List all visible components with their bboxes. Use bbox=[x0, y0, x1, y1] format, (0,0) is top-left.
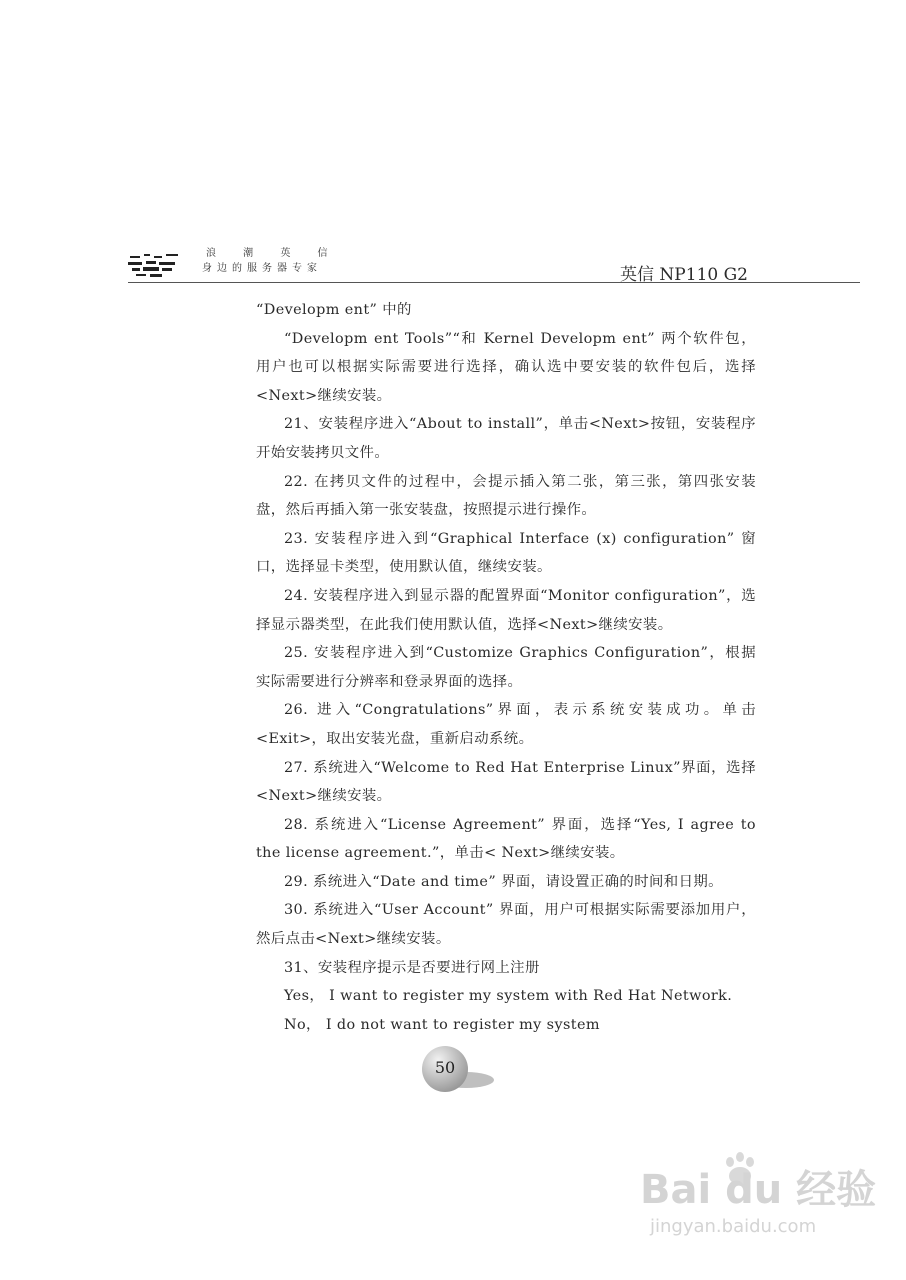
page-header bbox=[128, 244, 860, 284]
paragraph: 23. 安装程序进入到“Graphical Interface (x) configuration” 窗口，选择显卡类型，使用默认值，继续安装。 bbox=[256, 530, 756, 576]
watermark-url: jingyan.baidu.com bbox=[650, 1216, 817, 1237]
paragraph: 29. 系统进入“Date and time” 界面，请设置正确的时间和日期。 bbox=[284, 873, 723, 890]
paragraph: “Developm ent” 中的 bbox=[256, 302, 412, 318]
paragraph: 31、安装程序提示是否要进行网上注册 bbox=[284, 959, 540, 976]
paragraph: 21、安装程序进入“About to install”，单击<Next>按钮，安装程序开始安装拷贝文件。 bbox=[256, 416, 756, 461]
paragraph: “Developm ent Tools”“和 Kernel Developm ent” 两个软件包， 用户也可以根据实际需要进行选择，确认选中要安装的软件包后，选择<Next>继续安装。 bbox=[256, 330, 756, 404]
body-text bbox=[256, 296, 756, 1039]
paragraph: Yes， I want to register my system with Red Hat Network. bbox=[284, 988, 733, 1005]
paragraph: 24. 安装程序进入到显示器的配置界面“Monitor configuration”，选择显示器类型，在此我们使用默认值，选择<Next>继续安装。 bbox=[256, 587, 756, 633]
paragraph: 22. 在拷贝文件的过程中，会提示插入第二张，第三张，第四张安装盘，然后再插入第一张安装盘，按照提示进行操作。 bbox=[256, 473, 756, 519]
header-rule bbox=[128, 282, 860, 283]
paragraph: 28. 系统进入“License Agreement” 界面，选择“Yes, I agree to the license agreement.”，单击< Next>继续安装。 bbox=[256, 816, 756, 862]
paragraph: 27. 系统进入“Welcome to Red Hat Enterprise Linux”界面，选择<Next>继续安装。 bbox=[256, 759, 756, 805]
page-number-badge bbox=[422, 1046, 492, 1094]
inspur-logo bbox=[128, 250, 186, 280]
tagline-line2: 身边的服务器专家 bbox=[202, 263, 322, 274]
paragraph: 30. 系统进入“User Account” 界面，用户可根据实际需要添加用户，然后点击<Next>继续安装。 bbox=[256, 902, 756, 948]
doc-title: 英信 NP110 G2 bbox=[620, 265, 748, 285]
paragraph: 26. 进入“Congratulations”界面，表示系统安装成功。单击<Exit>，取出安装光盘，重新启动系统。 bbox=[256, 702, 756, 747]
header-tagline bbox=[202, 246, 340, 276]
watermark-brand: Bai du 经验 bbox=[640, 1167, 877, 1213]
paragraph: No， I do not want to register my system bbox=[284, 1016, 600, 1033]
page-number: 50 bbox=[434, 1058, 456, 1077]
baidu-watermark bbox=[640, 1150, 877, 1250]
tagline-line1: 浪 潮 英 信 bbox=[206, 248, 340, 259]
paragraph: 25. 安装程序进入到“Customize Graphics Configuration”，根据实际需要进行分辨率和登录界面的选择。 bbox=[256, 645, 756, 690]
